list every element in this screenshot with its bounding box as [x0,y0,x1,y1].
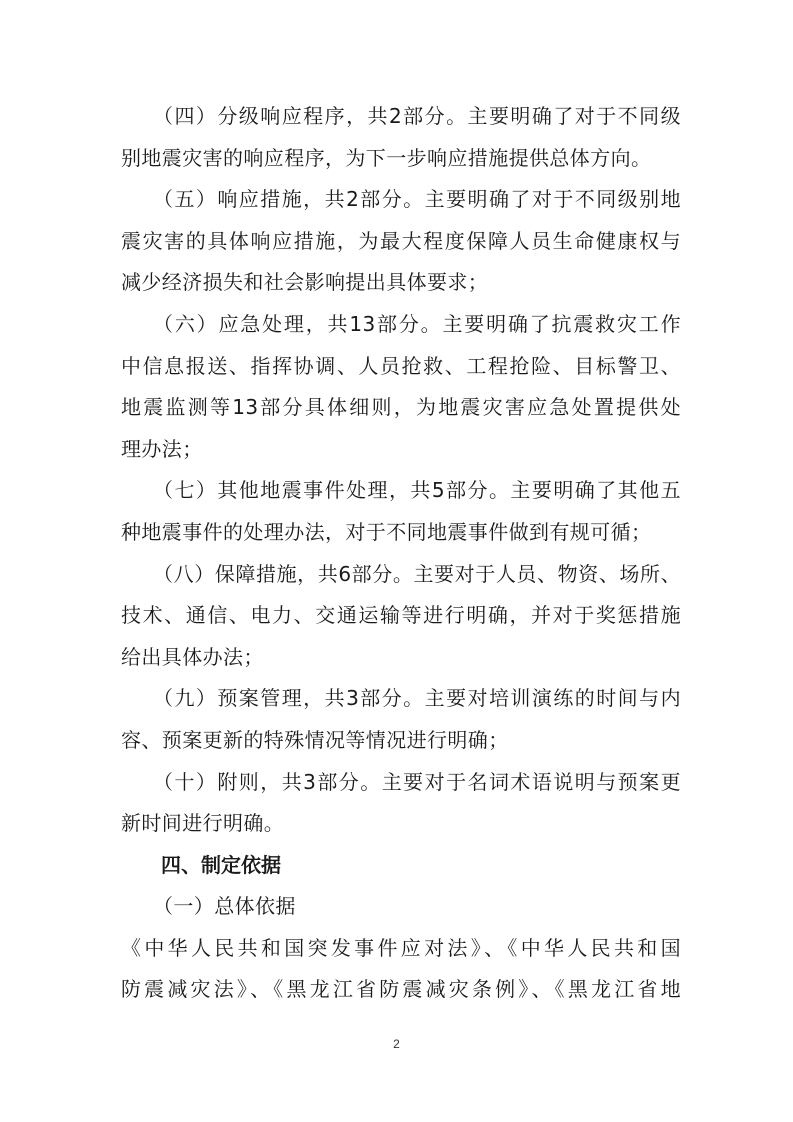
paragraph-line: 中信息报送、指挥协调、人员抢救、工程抢险、目标警卫、 [121,353,681,378]
paragraph-line: （九）预案管理，共3部分。主要对培训演练的时间与内 [153,686,681,711]
paragraph-line: （四）分级响应程序，共2部分。主要明确了对于不同级 [153,104,681,128]
paragraph-line: 震灾害的具体响应措施，为最大程度保障人员生命健康权与 [121,228,681,253]
paragraph-line: 《中华人民共和国突发事件应对法》、《中华人民共和国 [121,935,681,960]
page-number: 2 [393,1037,400,1051]
paragraph-line: 地震监测等13部分具体细则，为地震灾害应急处置提供处 [121,395,681,420]
paragraph-line: （六）应急处理，共13部分。主要明确了抗震救灾工作 [153,311,681,336]
paragraph-line: （七）其他地震事件处理，共5部分。主要明确了其他五 [153,478,681,503]
paragraph-line: 防震减灾法》、《黑龙江省防震减灾条例》、《黑龙江省地 [121,977,681,1002]
document-body [121,96,681,1011]
paragraph-line: 理办法； [121,436,203,461]
paragraph-line: 给出具体办法； [121,644,264,669]
paragraph-line: 技术、通信、电力、交通运输等进行明确，并对于奖惩措施 [121,603,681,628]
paragraph-line: 新时间进行明确。 [121,811,285,836]
paragraph-line: 种地震事件的处理办法，对于不同地震事件做到有规可循； [121,519,652,544]
paragraph-line: 容、预案更新的特殊情况等情况进行明确； [121,727,509,752]
paragraph-line: （八）保障措施，共6部分。主要对于人员、物资、场所、 [153,561,681,586]
paragraph-line: 减少经济损失和社会影响提出具体要求； [121,270,489,295]
paragraph-line: （十）附则，共3部分。主要对于名词术语说明与预案更 [153,769,681,794]
section-heading: 四、制定依据 [161,852,281,877]
subsection-heading: （一）总体依据 [153,894,296,919]
paragraph-line: 别地震灾害的响应程序，为下一步响应措施提供总体方向。 [121,145,652,170]
paragraph-line: （五）响应措施，共2部分。主要明确了对于不同级别地 [153,187,681,212]
